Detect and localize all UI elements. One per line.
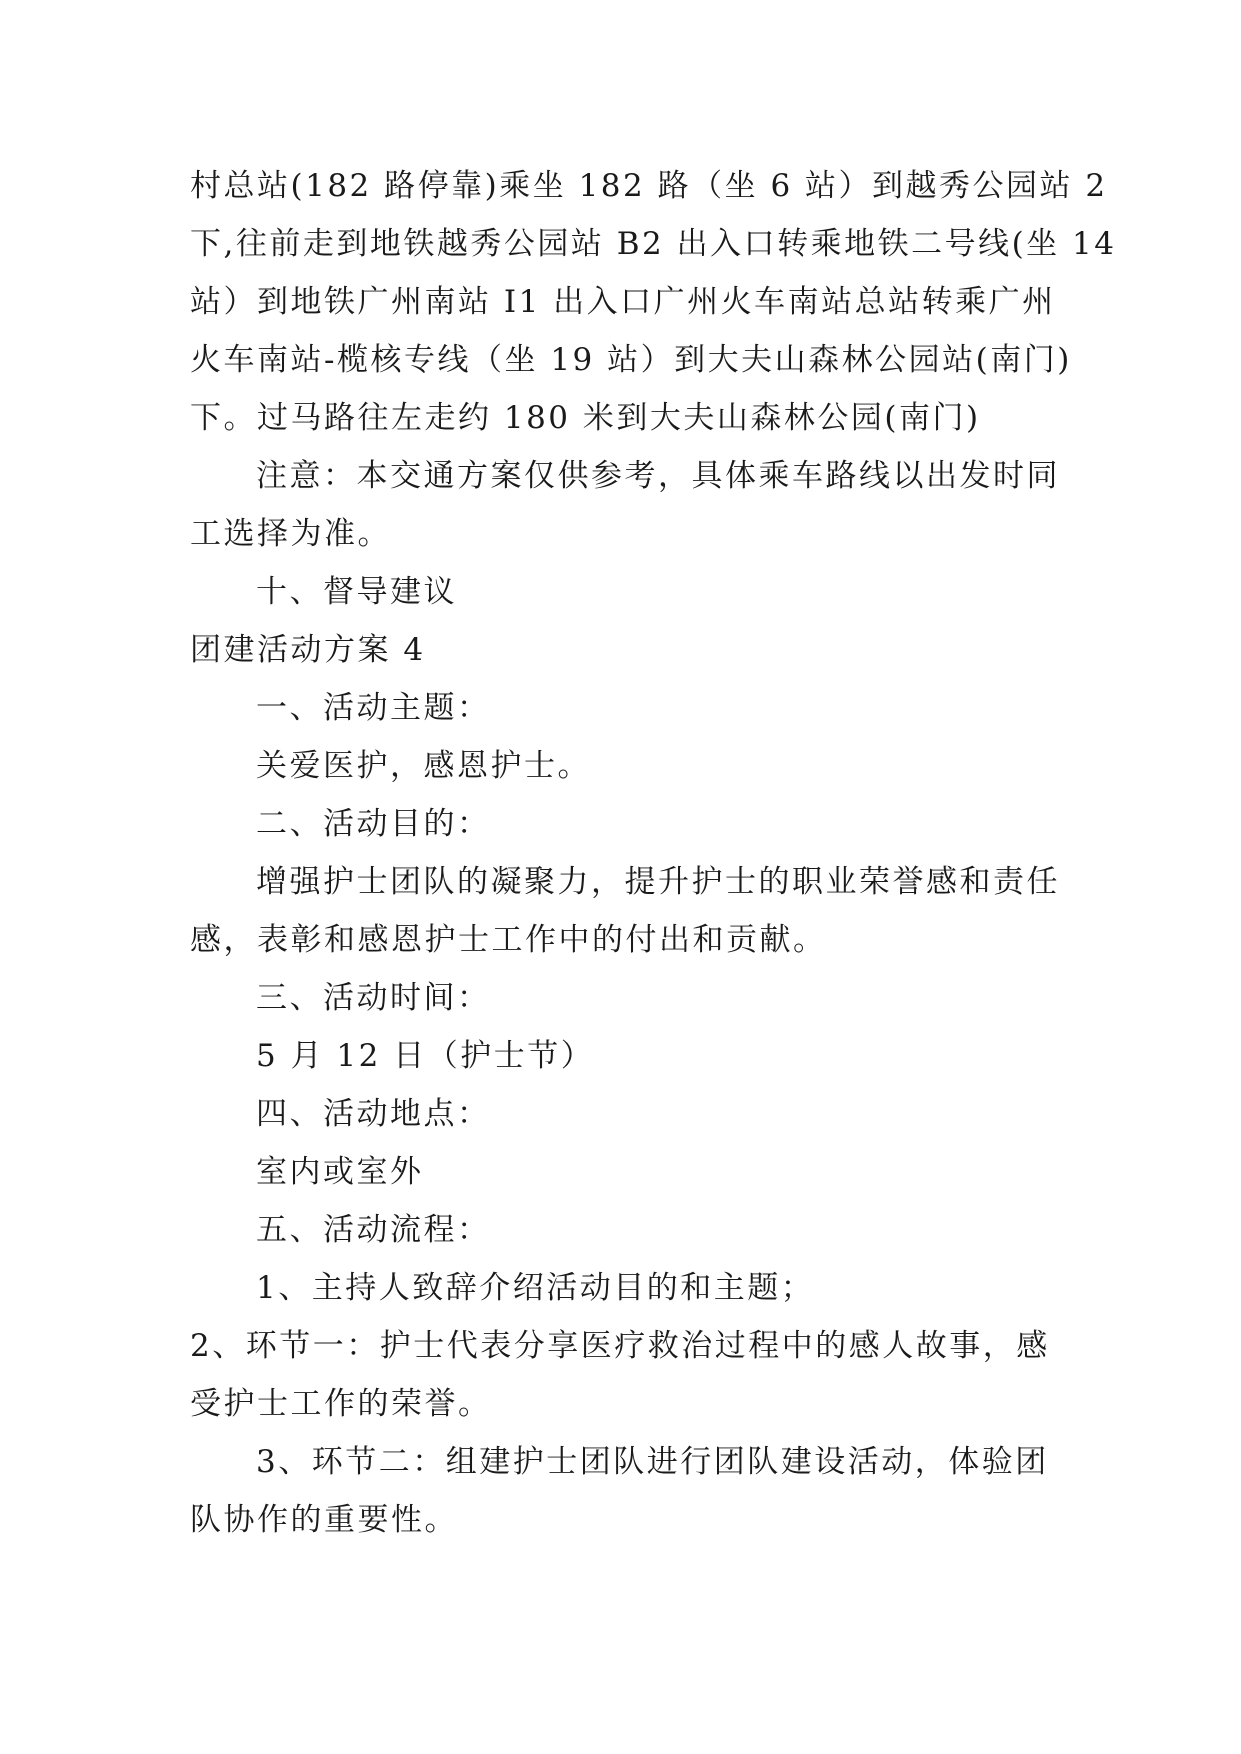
body-line: 下,往前走到地铁越秀公园站 B2 出入口转乘地铁二号线(坐 14 — [190, 226, 1117, 262]
list-item: 3、环节二：组建护士团队进行团队建设活动，体验团 — [256, 1444, 1049, 1480]
section-heading: 十、督导建议 — [256, 574, 457, 610]
body-line: 5 月 12 日（护士节） — [256, 1038, 595, 1074]
section-heading: 三、活动时间： — [256, 980, 491, 1016]
note-line: 注意：本交通方案仅供参考，具体乘车路线以出发时同 — [256, 458, 1060, 494]
section-heading: 四、活动地点： — [256, 1096, 491, 1132]
body-line: 火车南站-榄核专线（坐 19 站）到大夫山森林公园站(南门) — [190, 342, 1072, 378]
body-line: 室内或室外 — [256, 1154, 424, 1190]
section-heading: 五、活动流程： — [256, 1212, 491, 1248]
body-line: 下。过马路往左走约 180 米到大夫山森林公园(南门) — [190, 400, 981, 436]
body-line: 增强护士团队的凝聚力，提升护士的职业荣誉感和责任 — [256, 864, 1060, 900]
plan-title: 团建活动方案 4 — [190, 632, 426, 668]
body-line: 关爱医护，感恩护士。 — [256, 748, 591, 784]
body-line: 感，表彰和感恩护士工作中的付出和贡献。 — [190, 922, 827, 958]
note-line: 工选择为准。 — [190, 516, 391, 552]
list-item: 1、主持人致辞介绍活动目的和主题； — [256, 1270, 815, 1306]
list-item: 队协作的重要性。 — [190, 1502, 458, 1538]
section-heading: 一、活动主题： — [256, 690, 491, 726]
section-heading: 二、活动目的： — [256, 806, 491, 842]
body-line: 村总站(182 路停靠)乘坐 182 路（坐 6 站）到越秀公园站 2 — [190, 168, 1108, 204]
body-line: 站）到地铁广州南站 I1 出入口广州火车南站总站转乘广州 — [190, 284, 1056, 320]
list-item: 2、环节一：护士代表分享医疗救治过程中的感人故事，感 — [190, 1328, 1050, 1364]
list-item: 受护士工作的荣誉。 — [190, 1386, 492, 1422]
